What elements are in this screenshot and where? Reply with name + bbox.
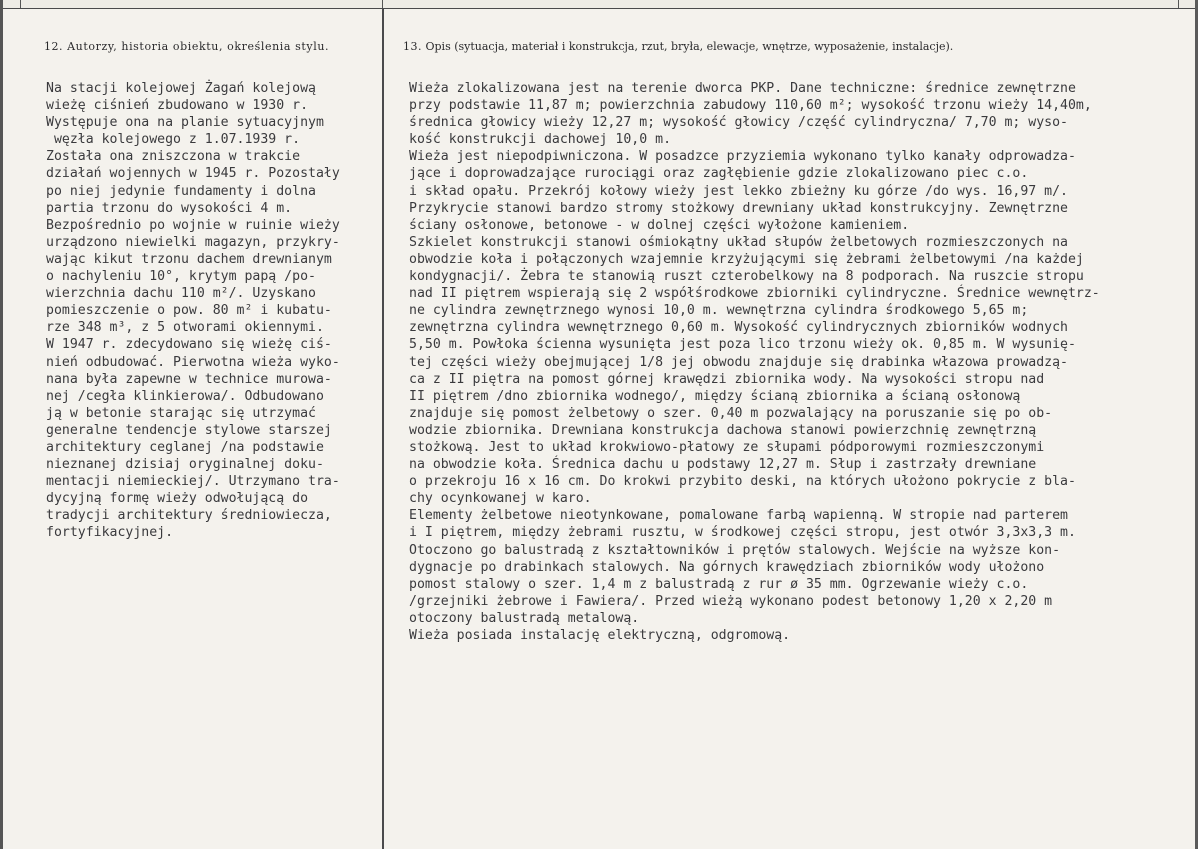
text-line: nad II piętrem wspierają się 2 współśrodkowe zbiorniki cylindryczne. Średnice wewnętrz- — [409, 286, 1100, 302]
text-line: ją w betonie starając się utrzymać — [46, 405, 316, 421]
text-line: Otoczono go balustradą z kształtowników i prętów stalowych. Wejście na wyższe kon- — [409, 542, 1061, 558]
left-heading-text: Autorzy, historia obiektu, określenia stylu. — [67, 40, 330, 53]
text-line: rze 348 m³, z 5 otworami okiennymi. — [46, 320, 324, 336]
text-line: Występuje ona na planie sytuacyjnym — [46, 115, 324, 131]
text-line: nej /cegła klinkierowa/. Odbudowano — [46, 388, 324, 404]
left-heading-number: 12. — [44, 40, 63, 53]
text-line: pomieszczenie o pow. 80 m² i kubatu- — [46, 303, 332, 319]
top-border — [0, 0, 1198, 9]
text-line: Szkielet konstrukcji stanowi ośmiokątny układ słupów żelbetowych rozmieszczonych na — [409, 234, 1068, 250]
text-line: jące i doprowadzające rurociągi oraz zagłębienie gdzie zlokalizowano piec c.o. — [409, 166, 1029, 182]
text-line: Została ona zniszczona w trakcie — [46, 149, 301, 165]
text-line: ściany osłonowe, betonowe - w dolnej części wyłożone kamieniem. — [409, 217, 910, 233]
text-line: Wieża zlokalizowana jest na terenie dworca PKP. Dane techniczne: średnice zewnętrzne — [409, 81, 1076, 96]
text-line: ne cylindra zewnętrznego wynosi 10,0 m. wewnętrzna cylindra środkowego 5,65 m; — [409, 303, 1029, 319]
text-line: wodzie zbiornika. Drewniana konstrukcja dachowa stanowi powierzchnię zewnętrzną — [409, 422, 1037, 438]
text-line: o nachyleniu 10°, krytym papą /po- — [46, 269, 316, 285]
text-line: wierzchnia dachu 110 m²/. Uzyskano — [46, 286, 316, 302]
text-line: dygnacje po drabinkach stalowych. Na górnych krawędziach zbiorników wody ułożono — [409, 559, 1045, 575]
text-line: architektury ceglanej /na podstawie — [46, 439, 324, 455]
text-line: nana była zapewne w technice murowa- — [46, 371, 332, 387]
text-line: mentacji niemieckiej/. Utrzymano tra- — [46, 474, 340, 490]
text-line: średnica głowicy wieży 12,27 m; wysokość głowicy /część cylindryczna/ 7,70 m; wyso- — [409, 115, 1068, 131]
text-line: otoczony balustradą metalową. — [409, 610, 640, 626]
text-line: kondygnacji/. Żebra te stanowią ruszt czterobelkowy na 8 podporach. Na ruszcie stropu — [409, 269, 1084, 285]
text-line: fortyfikacyjnej. — [46, 525, 174, 541]
text-line: /grzejniki żebrowe i Fawiera/. Przed wieżą wykonano podest betonowy 1,20 x 2,20 m — [409, 593, 1053, 609]
description-text-column — [409, 80, 1100, 644]
text-line: stożkową. Jest to układ krokwiowo-płatowy ze słupami pódporowymi rozmieszczonymi — [409, 439, 1045, 455]
left-section-heading — [44, 40, 329, 53]
right-heading-text: Opis (sytuacja, materiał i konstrukcja, rzut, bryła, elewacje, wnętrze, wyposażenie, instalacje). — [425, 40, 954, 53]
text-line: o przekroju 16 x 16 cm. Do krokwi przybito deski, na których ułożono pokrycie z bla- — [409, 474, 1076, 490]
top-tick — [1178, 0, 1179, 8]
text-line: generalne tendencje stylowe starszej — [46, 422, 332, 438]
text-line: Wieża jest niepodpiwniczona. W posadzce przyziemia wykonano tylko kanały odprowadza- — [409, 149, 1076, 165]
text-line: węzła kolejowego z 1.07.1939 r. — [46, 132, 301, 148]
text-line: kość konstrukcji dachowej 10,0 m. — [409, 132, 672, 148]
top-tick — [20, 0, 21, 8]
text-line: 5,50 m. Powłoka ścienna wysunięta jest poza lico trzonu wieży ok. 0,85 m. W wysunię- — [409, 337, 1076, 353]
text-line: pomost stalowy o szer. 1,4 m z balustradą z rur ø 35 mm. Ogrzewanie wieży c.o. — [409, 576, 1029, 592]
text-line: nień odbudować. Pierwotna wieża wyko- — [46, 354, 340, 370]
left-border — [0, 0, 3, 849]
right-heading-number: 13. — [403, 40, 422, 53]
text-line: nieznanej dzisiaj oryginalnej doku- — [46, 457, 324, 473]
text-line: tej części wieży obejmującej 1/8 jej obwodu znajduje się drabinka włazowa prowadzą- — [409, 354, 1068, 370]
text-line: obwodzie koła i połączonych wzajemnie krzyżującymi się żebrami żelbetowymi /na każdej — [409, 251, 1084, 267]
text-line: działań wojennych w 1945 r. Pozostały — [46, 166, 340, 182]
text-line: i skład opału. Przekrój kołowy wieży jest lekko zbieżny ku górze /do wys. 16,97 m/. — [409, 183, 1068, 199]
text-line: dycyjną formę wieży odwołującą do — [46, 491, 309, 507]
text-line: chy ocynkowanej w karo. — [409, 491, 592, 507]
text-line: W 1947 r. zdecydowano się wieżę ciś- — [46, 337, 332, 353]
text-line: Elementy żelbetowe nieotynkowane, pomalowane farbą wapienną. W stropie nad parterem — [409, 508, 1068, 524]
text-line: tradycji architektury średniowiecza, — [46, 508, 332, 524]
right-section-heading — [403, 40, 953, 53]
text-line: i I piętrem, między żebrami rusztu, w środkowej części stropu, jest otwór 3,3x3,3 m. — [409, 525, 1076, 541]
text-line: zewnętrzna cylindra wewnętrznego 0,60 m. Wysokość cylindrycznych zbiorników wodnych — [409, 320, 1068, 336]
text-line: II piętrem /dno zbiornika wodnego/, między ścianą zbiornika a ścianą osłonową — [409, 388, 1021, 404]
text-line: urządzono niewielki magazyn, przykry- — [46, 234, 340, 250]
text-line: znajduje się pomost żelbetowy o szer. 0,40 m pozwalający na poruszanie się po ob- — [409, 405, 1053, 421]
text-line: po niej jedynie fundamenty i dolna — [46, 183, 316, 199]
text-line: wając kikut trzonu dachem drewnianym — [46, 251, 332, 267]
text-line: przy podstawie 11,87 m; powierzchnia zabudowy 110,60 m²; wysokość trzonu wieży 14,40m, — [409, 98, 1092, 114]
text-line: wieżę ciśnień zbudowano w 1930 r. — [46, 98, 309, 114]
text-line: ca z II piętra na pomost górnej krawędzi zbiornika wody. Na wysokości stropu nad — [409, 371, 1045, 387]
column-divider — [382, 8, 384, 849]
text-line: Bezpośrednio po wojnie w ruinie wieży — [46, 217, 340, 233]
history-text-column — [46, 80, 340, 542]
text-line: na obwodzie koła. Średnica dachu u podstawy 12,27 m. Słup i zastrzały drewniane — [409, 457, 1037, 473]
text-line: partia trzonu do wysokości 4 m. — [46, 200, 293, 216]
top-tick — [382, 0, 383, 8]
text-line: Na stacji kolejowej Żagań kolejową — [46, 81, 316, 96]
text-line: Wieża posiada instalację elektryczną, odgromową. — [409, 628, 791, 643]
text-line: Przykrycie stanowi bardzo stromy stożkowy drewniany układ konstrukcyjny. Zewnętrzne — [409, 200, 1068, 216]
